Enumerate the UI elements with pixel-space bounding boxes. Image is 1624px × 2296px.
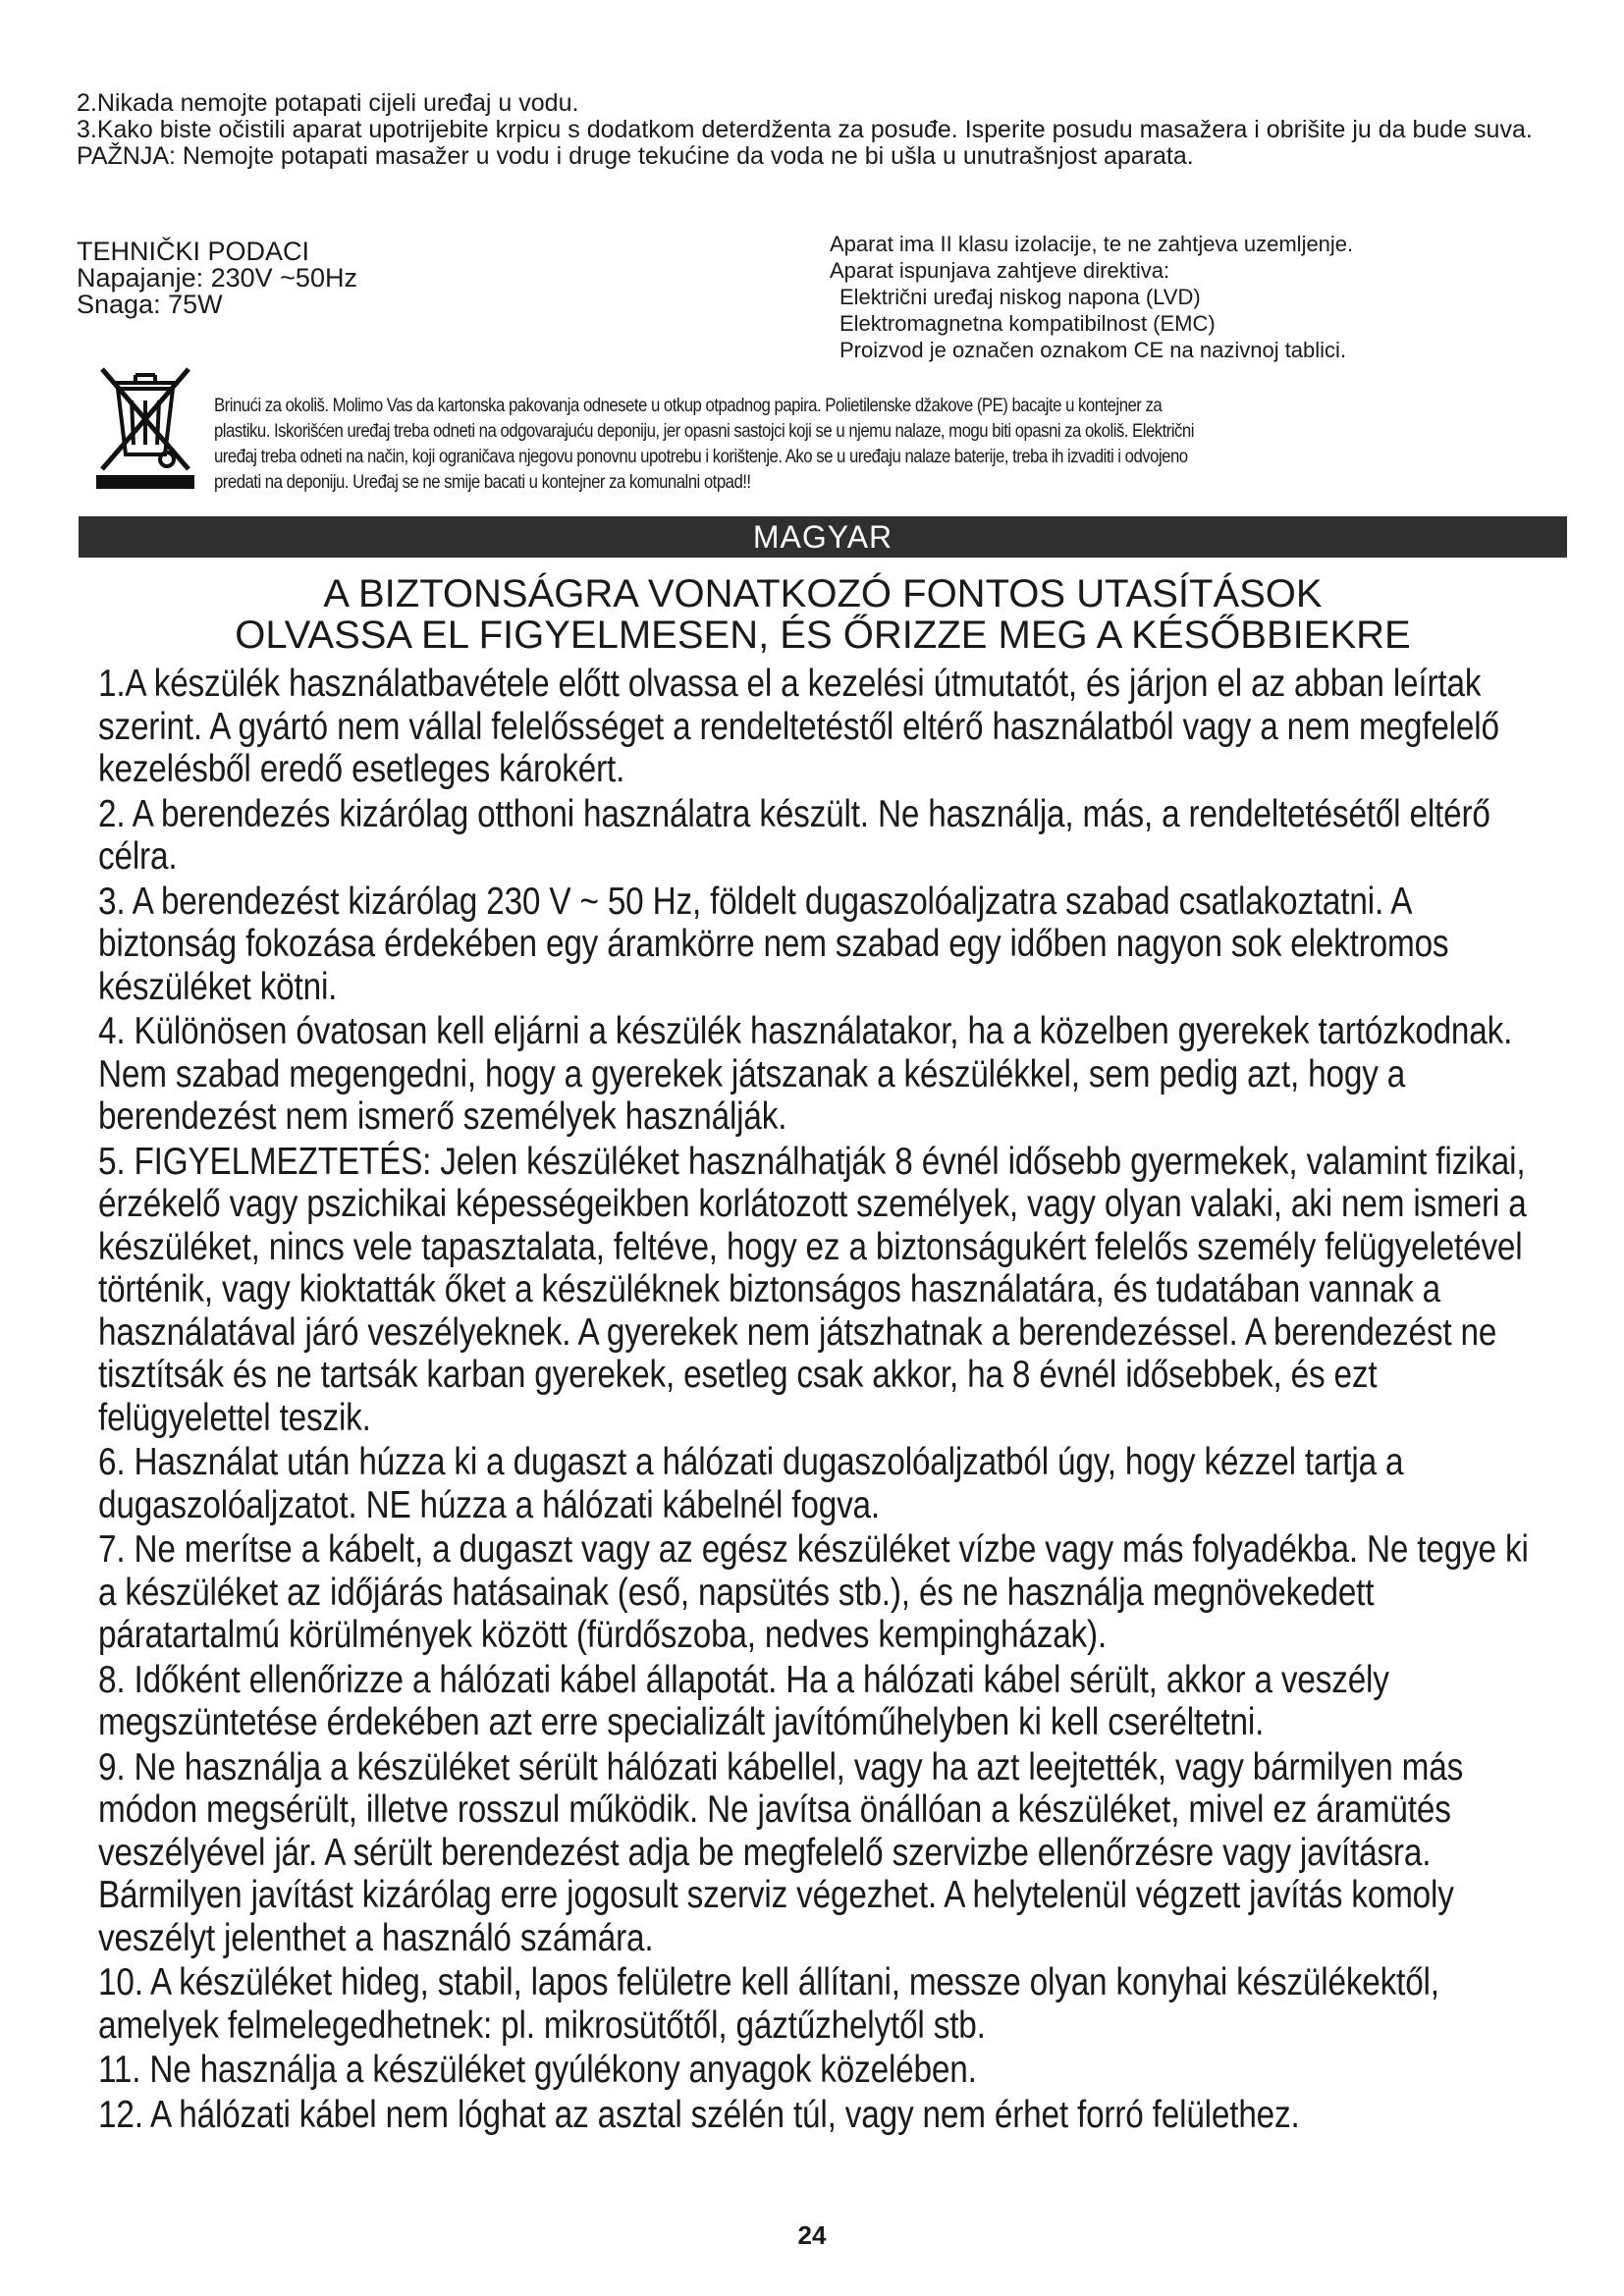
disposal-line: plastiku. Iskorišćen uređaj treba odneti na odgovarajuću deponiju, jer opasni sastojci koji se u njemu nalaze, mogu biti opasni za okoliš. Električni — [214, 420, 1194, 442]
safety-item: 10. A készüléket hideg, stabil, lapos felületre kell állítani, messze olyan konyhai készülékektől, amelyek felmelegedhetnek: pl. mikrosütőtől, gáztűzhelytől stb. — [98, 1961, 1439, 2047]
safety-item: 6. Használat után húzza ki a dugaszt a hálózati dugaszolóaljzatból úgy, hogy kézzel tartja a dugaszolóaljzatot. NE húzza a hálózati kábelnél fogva. — [98, 1441, 1404, 1526]
safety-item: 3. A berendezést kizárólag 230 V ~ 50 Hz, földelt dugaszolóaljzatra szabad csatlakoztatni. A biztonság fokozása érdekében egy áramkörre nem szabad egy időben nagyon sok elektromos készüléket kötni. — [98, 880, 1449, 1008]
crossed-out-wheelie-bin-icon — [96, 361, 194, 489]
disposal-line: Brinući za okoliš. Molimo Vas da kartonska pakovanja odnesete u otkup otpadnog papira. Polietilenske džakove (PE) bacajte u kontejner za — [214, 395, 1163, 416]
compliance-line: Električni uređaj niskog napona (LVD) — [839, 285, 1201, 309]
safety-item: 12. A hálózati kábel nem lóghat az asztal szélén túl, vagy nem érhet forró felülethez. — [98, 2093, 1300, 2136]
tech-power-supply: Napajanje: 230V ~50Hz — [77, 263, 357, 293]
safety-item: 1.A készülék használatbavétele előtt olvassa el a kezelési útmutatót, és járjon el az abban leírtak szerint. A gyártó nem vállal felelősséget a rendeltetéstől eltérő használatból vagy a nem megfelelő kezelésből eredő esetleges károkért. — [98, 663, 1499, 790]
disposal-line: predati na deponiju. Uređaj se ne smije bacati u kontejner za komunalni otpad!! — [214, 471, 751, 493]
language-section-bar: MAGYAR — [79, 516, 1567, 558]
tech-power: Snaga: 75W — [77, 290, 223, 319]
technical-data — [77, 239, 705, 318]
section-heading — [77, 573, 1569, 656]
safety-item: 4. Különösen óvatosan kell eljárni a készülék használatakor, ha a közelben gyerekek tartózkodnak. Nem szabad megengedni, hogy a gyerekek játszanak a készülékkel, sem pedig azt, hogy a berendezést nem ismerő személyek használják. — [98, 1010, 1513, 1138]
compliance-line: Elektromagnetna kompatibilnost (EMC) — [839, 311, 1216, 336]
heading-line-2: OLVASSA EL FIGYELMESEN, ÉS ŐRIZZE MEG A KÉSŐBBIEKRE — [235, 614, 1411, 657]
safety-item: 11. Ne használja a készüléket gyúlékony anyagok közelében. — [98, 2049, 977, 2091]
intro-instructions — [77, 90, 1549, 170]
safety-item: 8. Időként ellenőrizze a hálózati kábel állapotát. Ha a hálózati kábel sérült, akkor a veszély megszüntetése érdekében azt erre specializált javítóműhelyben ki kell cseréltetni. — [98, 1658, 1389, 1743]
page-number: 24 — [797, 2220, 827, 2250]
compliance-line: Proizvod je označen oznakom CE na nazivnoj tablici. — [839, 338, 1347, 362]
compliance-line: Aparat ispunjava zahtjeve direktiva: — [830, 258, 1170, 283]
safety-instructions — [98, 663, 1543, 2138]
safety-item: 7. Ne merítse a kábelt, a dugaszt vagy az egész készüléket vízbe vagy más folyadékba. Ne tegye ki a készüléket az időjárás hatásainak (eső, napsütés stb.), és ne használja megnövekedett páratartalmú körülmények között (fürdőszoba, nedves kempingházak). — [98, 1528, 1529, 1656]
intro-warning: PAŽNJA: Nemojte potapati masažer u vodu i druge tekućine da voda ne bi ušla u unutrašnjost aparata. — [77, 142, 1194, 170]
safety-item: 5. FIGYELMEZTETÉS: Jelen készüléket használhatják 8 évnél idősebb gyermekek, valamint fizikai, érzékelő vagy pszichikai képességeikben korlátozott személyek, vagy olyan valaki, aki nem ismeri a készüléket, nincs vele tapasztalata, feltéve, hogy ez a biztonságukért felelős személy felügyeletével történik, vagy kioktatták őket a készüléknek biztonságos használatára, és tudatában vannak a használatával járó veszélyeknek. A gyerekek nem játszhatnak a berendezéssel. A berendezést ne tisztítsák és ne tartsák karban gyerekek, esetleg csak akkor, ha 8 évnél idősebbek, és ezt felügyelettel teszik. — [98, 1140, 1527, 1439]
disposal-line: uređaj treba odneti na način, koji ograničava njegovu ponovnu upotrebu i korištenje. Ako se u uređaju nalaze baterije, treba ih izvaditi i odvojeno — [214, 446, 1188, 467]
disposal-text — [214, 393, 1532, 495]
compliance-info — [830, 231, 1537, 363]
heading-line-1: A BIZTONSÁGRA VONATKOZÓ FONTOS UTASÍTÁSOK — [323, 572, 1323, 615]
compliance-line: Aparat ima II klasu izolacije, te ne zahtjeva uzemljenje. — [830, 232, 1354, 256]
safety-item: 2. A berendezés kizárólag otthoni használatra készült. Ne használja, más, a rendeltetésétől eltérő célra. — [98, 792, 1490, 878]
safety-item: 9. Ne használja a készüléket sérült hálózati kábellel, vagy ha azt leejtették, vagy bármilyen más módon megsérült, illetve rosszul működik. Ne javítsa önállóan a készüléket, mivel ez áramütés veszélyével jár. A sérült berendezést adja be megfelelő szervizbe ellenőrzésre vagy javításra. Bármilyen javítást kizárólag erre jogosult szerviz végezhet. A helytelenül végzett javítás komoly veszélyt jelenthet a használó számára. — [98, 1745, 1464, 1959]
intro-item: 3.Kako biste očistili aparat upotrijebite krpicu s dodatkom deterdženta za posuđe. Isperite posudu masažera i obrišite ju da bude suva. — [77, 116, 1533, 143]
disposal-notice — [77, 353, 1549, 510]
tech-title: TEHNIČKI PODACI — [77, 237, 310, 266]
intro-item: 2.Nikada nemojte potapati cijeli uređaj u vodu. — [77, 89, 579, 117]
